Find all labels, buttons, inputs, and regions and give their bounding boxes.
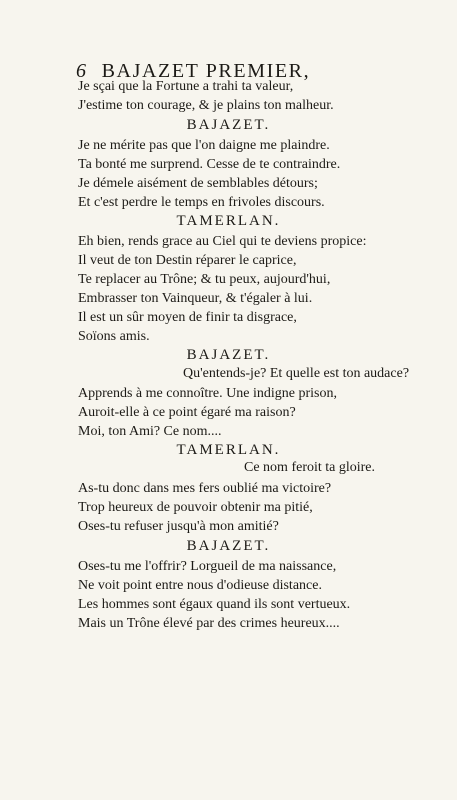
verse-line: Te replacer au Trône; & tu peux, aujourd'hui, [78,272,331,287]
verse-line: Mais un Trône élevé par des crimes heureux.... [78,616,340,631]
verse-line: Oses-tu me l'offrir? Lorgueil de ma naissance, [78,559,337,574]
verse-line: Apprends à me connoître. Une indigne prison, [78,386,337,401]
verse-line: Ce nom feroit ta gloire. [244,460,376,475]
speaker-name: BAJAZET. [186,117,271,133]
verse-line: Et c'est perdre le temps en frivoles discours. [78,195,325,210]
speaker-name: BAJAZET. [186,538,271,554]
page-number: 6 [76,60,88,82]
speaker-name: TAMERLAN. [176,213,281,229]
verse-line: Je démele aisément de semblables détours; [78,176,318,191]
verse-line: J'estime ton courage, & je plains ton malheur. [78,98,334,113]
verse-line: Moi, ton Ami? Ce nom.... [78,424,222,439]
speaker-name: BAJAZET. [186,347,271,363]
verse-line: Je ne mérite pas que l'on daigne me plaindre. [78,138,330,153]
verse-line: As-tu donc dans mes fers oublié ma victoire? [78,481,332,496]
verse-line: Les hommes sont égaux quand ils sont vertueux. [78,597,351,612]
verse-line: Il veut de ton Destin réparer le caprice, [78,253,297,268]
running-title: BAJAZET PREMIER, [101,60,311,82]
verse-line: Oses-tu refuser jusqu'à mon amitié? [78,519,279,534]
speaker-name: TAMERLAN. [176,442,281,458]
verse-line: Je sçai que la Fortune a trahi ta valeur, [78,79,294,94]
verse-line: Auroit-elle à ce point égaré ma raison? [78,405,296,420]
verse-line: Ta bonté me surprend. Cesse de te contraindre. [78,157,341,172]
verse-line: Eh bien, rends grace au Ciel qui te deviens propice: [78,234,367,249]
verse-line: Embrasser ton Vainqueur, & t'égaler à lui. [78,291,313,306]
verse-line: Trop heureux de pouvoir obtenir ma pitié, [78,500,313,515]
verse-line: Il est un sûr moyen de finir ta disgrace, [78,310,297,325]
verse-line: Ne voit point entre nous d'odieuse distance. [78,578,322,593]
verse-line: Soïons amis. [78,329,150,344]
verse-line: Qu'entends-je? Et quelle est ton audace? [183,366,410,381]
